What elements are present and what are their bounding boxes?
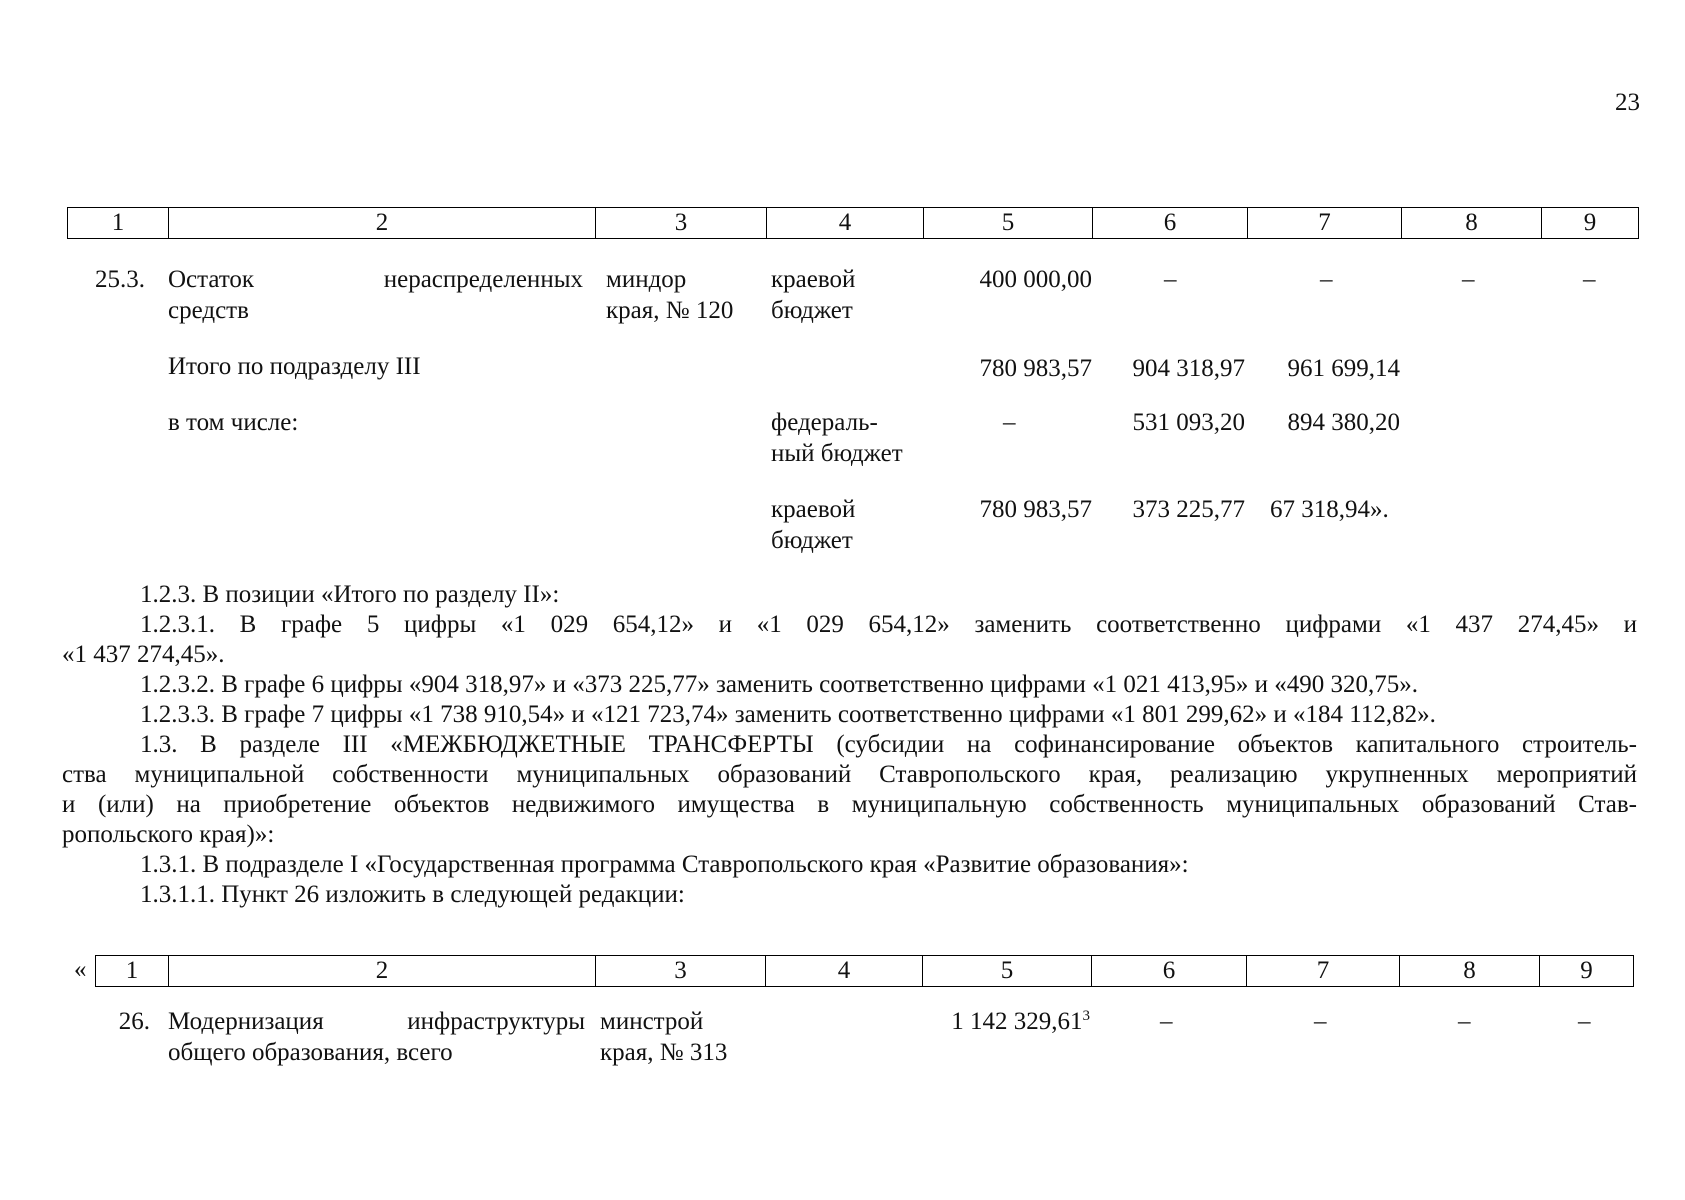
- row-executor: миндор: [606, 266, 687, 293]
- row-col7: –: [1314, 1008, 1327, 1035]
- row-description-cont: средств: [168, 297, 249, 324]
- paragraph-1-3-1-1: 1.3.1.1. Пункт 26 изложить в следующей редакции:: [140, 881, 685, 908]
- paragraph-1-3: 1.3. В разделе III «МЕЖБЮДЖЕТНЫЕ ТРАНСФЕРТЫ (субсидии на софинансирование объектов капитального строитель-: [140, 731, 1637, 758]
- row-col9: –: [1578, 1008, 1591, 1035]
- regional-col5: 780 983,57: [979, 496, 1092, 523]
- paragraph-1-2-3-2: 1.2.3.2. В графе 6 цифры «904 318,97» и «373 225,77» заменить соответственно цифрами «1 021 413,95» и «490 320,75».: [140, 671, 1419, 698]
- row-col9: –: [1583, 266, 1596, 293]
- amendment-text: [62, 580, 1637, 910]
- paragraph-1-3-line4: ропольского края)»:: [62, 821, 275, 848]
- total-col7: 961 699,14: [1287, 355, 1400, 382]
- row-number: 26.: [118, 1008, 150, 1035]
- header-col-9: 9: [1539, 956, 1633, 986]
- row-col6: –: [1164, 266, 1177, 293]
- total-col6: 904 318,97: [1132, 355, 1245, 382]
- paragraph-1-2-3: 1.2.3. В позиции «Итого по разделу II»:: [140, 581, 560, 608]
- row-col5: 1 142 329,61$^3$: [951, 1008, 1090, 1035]
- federal-col5: –: [1003, 409, 1016, 436]
- header-col-8: 8: [1399, 956, 1539, 986]
- row-executor: минстрой: [600, 1008, 704, 1035]
- header-col-1: 1: [125, 957, 139, 984]
- header-col-9: 9: [1541, 208, 1638, 238]
- header-col-2: 2: [168, 208, 595, 238]
- row-description: Модернизация инфраструктуры: [168, 1008, 585, 1035]
- row-executor-cont: края, № 313: [600, 1039, 728, 1066]
- header-col-5: 5: [922, 956, 1091, 986]
- header-col-6: 6: [1091, 956, 1246, 986]
- paragraph-1-2-3-1: 1.2.3.1. В графе 5 цифры «1 029 654,12» и «1 029 654,12» заменить соответственно цифрами «1 437 274,45» и: [140, 611, 1637, 638]
- total-col5: 780 983,57: [979, 355, 1092, 382]
- row-source-cont: бюджет: [771, 297, 853, 324]
- header-col-4: 4: [765, 956, 922, 986]
- paragraph-1-2-3-3: 1.2.3.3. В графе 7 цифры «1 738 910,54» и «121 723,74» заменить соответственно цифрами «1 801 299,62» и «184 112,82».: [140, 701, 1436, 728]
- header-col-6: 6: [1092, 208, 1247, 238]
- row-col6: –: [1160, 1008, 1173, 1035]
- header-col-1: 1: [111, 209, 125, 236]
- header-col-8: 8: [1401, 208, 1541, 238]
- header-col-7: 7: [1246, 956, 1399, 986]
- paragraph-1-3-1: 1.3.1. В подразделе I «Государственная программа Ставропольского края «Развитие образования»:: [140, 851, 1189, 878]
- header-col-3: 3: [595, 208, 766, 238]
- table-header-1: [67, 207, 1639, 239]
- header-col-7: 7: [1247, 208, 1401, 238]
- page-number: 23: [1615, 89, 1640, 116]
- regional-col7: 67 318,94».: [1270, 496, 1389, 523]
- federal-col6: 531 093,20: [1132, 409, 1245, 436]
- row-col8: –: [1458, 1008, 1471, 1035]
- paragraph-1-2-3-1-cont: «1 437 274,45».: [62, 641, 225, 668]
- regional-source-cont: бюджет: [771, 527, 853, 554]
- total-label: Итого по подразделу III: [168, 353, 421, 380]
- header-col-3: 3: [595, 956, 765, 986]
- row-description-cont: общего образования, всего: [168, 1039, 453, 1066]
- table-header-2: [95, 955, 1634, 987]
- open-quote: «: [74, 956, 87, 983]
- row-description: Остаток нераспределенных: [168, 266, 583, 293]
- federal-source: федераль-: [771, 409, 878, 436]
- row-number: 25.3.: [95, 266, 145, 293]
- header-col-4: 4: [766, 208, 923, 238]
- paragraph-1-3-line3: и (или) на приобретение объектов недвижимого имущества в муниципальную собственность муниципальных образований Став-: [62, 791, 1637, 818]
- including-label: в том числе:: [168, 409, 299, 436]
- row-executor-cont: края, № 120: [606, 297, 734, 324]
- paragraph-1-3-line2: ства муниципальной собственности муниципальных образований Ставропольского края, реализацию укрупненных мероприятий: [62, 761, 1637, 788]
- row-source: краевой: [771, 266, 856, 293]
- footnote-marker: 3: [1082, 1008, 1090, 1024]
- federal-col7: 894 380,20: [1287, 409, 1400, 436]
- federal-source-cont: ный бюджет: [771, 440, 903, 467]
- row-col7: –: [1320, 266, 1333, 293]
- header-col-2: 2: [168, 956, 595, 986]
- row-col5: 400 000,00: [979, 266, 1092, 293]
- regional-col6: 373 225,77: [1132, 496, 1245, 523]
- row-col8: –: [1462, 266, 1475, 293]
- header-col-5: 5: [923, 208, 1092, 238]
- regional-source: краевой: [771, 496, 856, 523]
